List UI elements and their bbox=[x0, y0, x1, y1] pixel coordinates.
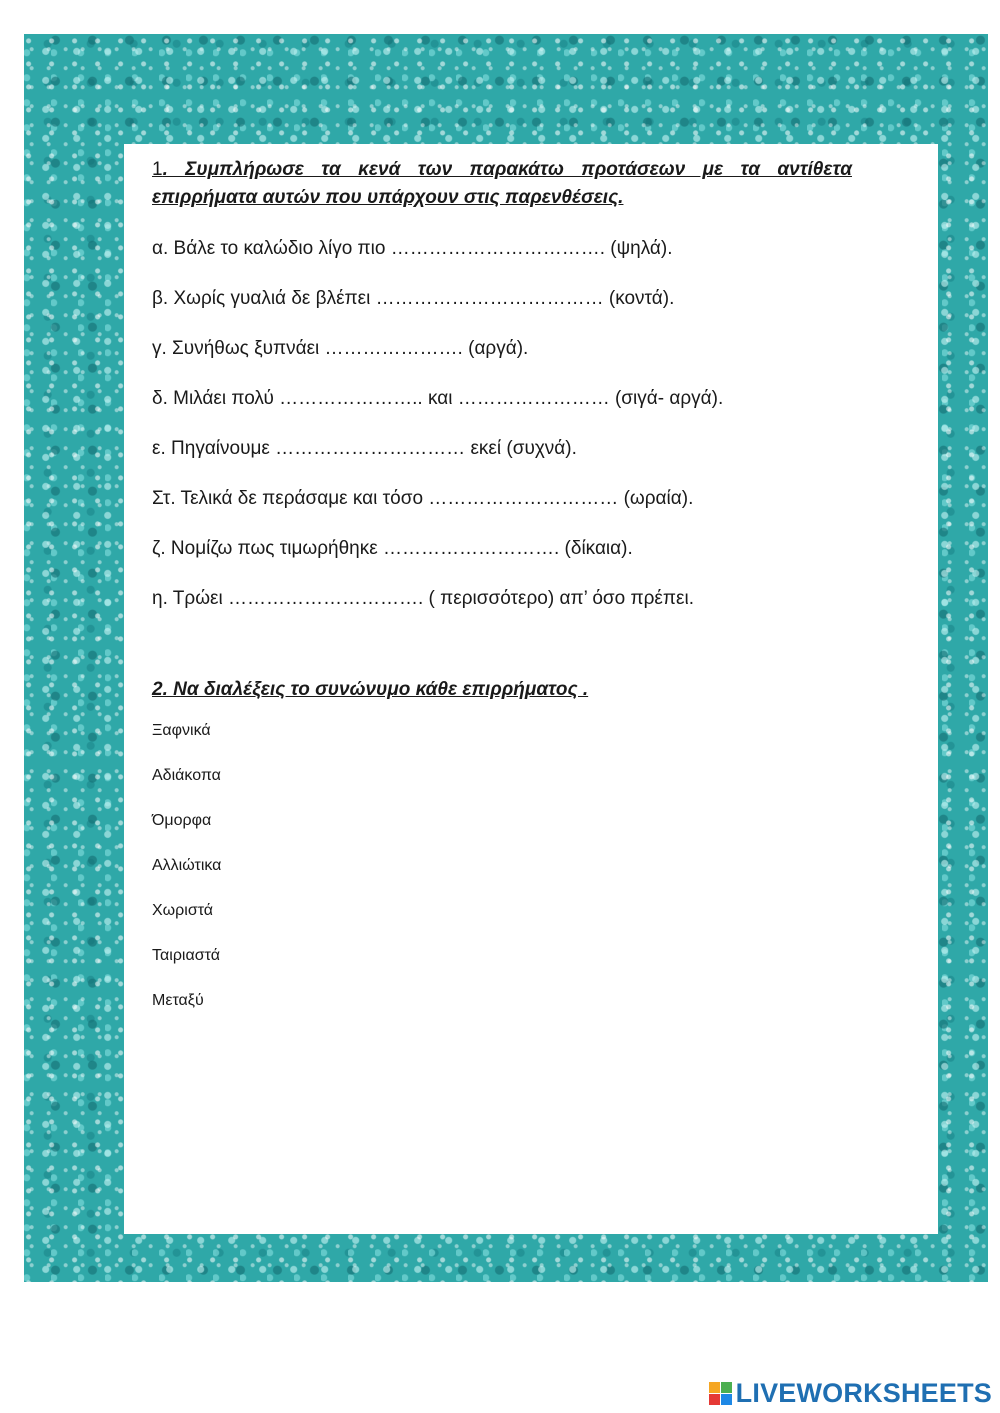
exercise1-sentences bbox=[152, 224, 852, 624]
exercise1-instruction: . Συμπλήρωσε τα κενά των παρακάτω προτάσεων με τα αντίθετα επιρρήματα αυτών που υπάρχουν στις παρενθέσεις. bbox=[152, 159, 852, 208]
sentence-d: δ. Μιλάει πολύ ………………….. και …………………… (σιγά- αργά). bbox=[152, 388, 724, 409]
adverb-word: Μεταξύ bbox=[152, 992, 204, 1009]
sentence-c: γ. Συνήθως ξυπνάει …………………. (αργά). bbox=[152, 338, 529, 359]
exercise2-heading: 2. Να διαλέξεις το συνώνυμο κάθε επιρρήματος . bbox=[152, 679, 589, 700]
sentence-st: Στ. Τελικά δε περάσαμε και τόσο ………………………… (ωραία). bbox=[152, 488, 694, 509]
logo-tile bbox=[721, 1382, 732, 1393]
liveworksheets-logo-icon bbox=[709, 1382, 732, 1405]
worksheet-content bbox=[152, 156, 852, 1033]
adverb-word: Ξαφνικά bbox=[152, 722, 211, 739]
exercise1-heading bbox=[152, 156, 852, 212]
brand-name: LIVEWORKSHEETS bbox=[735, 1377, 992, 1408]
sentence-a: α. Βάλε το καλώδιο λίγο πιο ……………………………. (ψηλά). bbox=[152, 238, 673, 259]
sentence-z: ζ. Νομίζω πως τιμωρήθηκε ………………………. (δίκαια). bbox=[152, 538, 633, 559]
exercise1-number: 1 bbox=[152, 159, 163, 180]
adverb-word: Αδιάκοπα bbox=[152, 767, 221, 784]
sentence-b: β. Χωρίς γυαλιά δε βλέπει ……………………………… (κοντά). bbox=[152, 288, 675, 309]
sentence-h: η. Τρώει …………………………. ( περισσότερο) απ’ όσο πρέπει. bbox=[152, 588, 694, 609]
exercise2-word-list bbox=[152, 718, 852, 1033]
logo-tile bbox=[721, 1394, 732, 1405]
logo-tile bbox=[709, 1394, 720, 1405]
adverb-word: Χωριστά bbox=[152, 902, 214, 919]
adverb-word: Όμορφα bbox=[152, 812, 212, 829]
sentence-e: ε. Πηγαίνουμε ………………………… εκεί (συχνά). bbox=[152, 438, 577, 459]
logo-tile bbox=[709, 1382, 720, 1393]
adverb-word: Αλλιώτικα bbox=[152, 857, 222, 874]
liveworksheets-brand bbox=[709, 1377, 992, 1409]
adverb-word: Ταιριαστά bbox=[152, 947, 220, 964]
